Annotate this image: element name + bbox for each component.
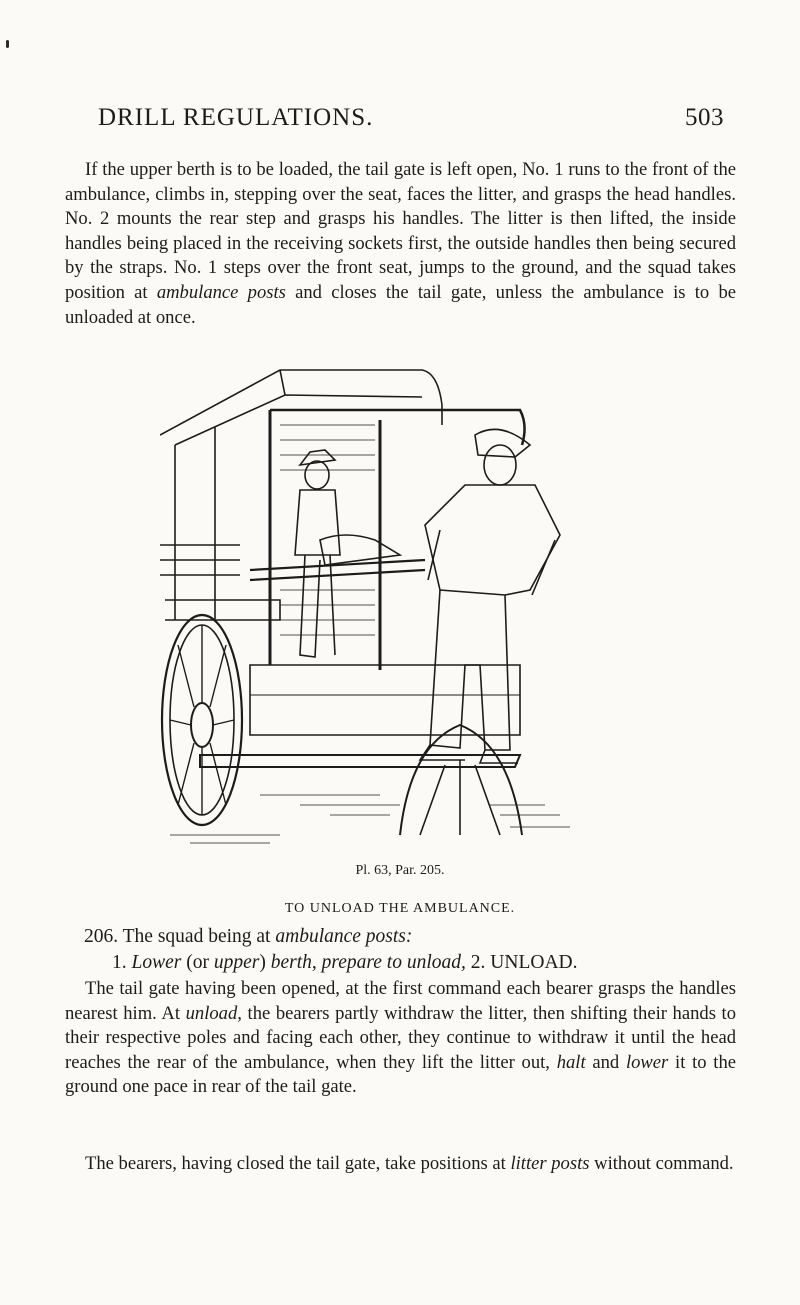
running-header — [98, 104, 724, 132]
section-206-heading: 206. The squad being at ambulance posts: — [84, 926, 413, 947]
section-206-command: 1. Lower (or upper) berth, prepare to unload, 2. UNLOAD. — [112, 952, 578, 973]
emphasis-ambulance-posts-206: ambulance posts: — [275, 926, 413, 947]
section-206-closing: The bearers, having closed the tail gate, take positions at litter posts without command. — [85, 1153, 734, 1174]
ambulance-illustration — [160, 365, 580, 860]
page-number: 503 — [685, 104, 724, 131]
section-206-body: The tail gate having been opened, at the first command each bearer grasps the handles nearest him. At unload, the bearers partly withdraw the litter, then shifting their hands to their respective poles and facing each other, they continue to withdraw it until the head reaches the rear of the ambulance, when they lift the litter out, halt and lower it to the ground one pace in rear of the tail gate. — [65, 978, 736, 1098]
running-title: DRILL REGULATIONS. — [98, 104, 374, 131]
print-speck — [6, 40, 9, 48]
paragraph-upper-berth: If the upper berth is to be loaded, the tail gate is left open, No. 1 runs to the front of the ambulance, climbs in, stepping over the seat, faces the litter, and grasps the head handles. No. 2 mounts the rear step and grasps his handles. The litter is then lifted, the inside handles being placed in the receiving sockets first, the outside handles then being secured by the straps. No. 1 steps over the front seat, jumps to the ground, and the squad takes position at ambulance posts and closes the tail gate, unless the ambulance is to be unloaded at once. — [65, 159, 737, 328]
emphasis-ambulance-posts: ambulance posts — [156, 281, 286, 303]
figure-caption: TO UNLOAD THE AMBULANCE. — [284, 901, 516, 916]
plate-label: Pl. 63, Par. 205. — [355, 863, 445, 878]
